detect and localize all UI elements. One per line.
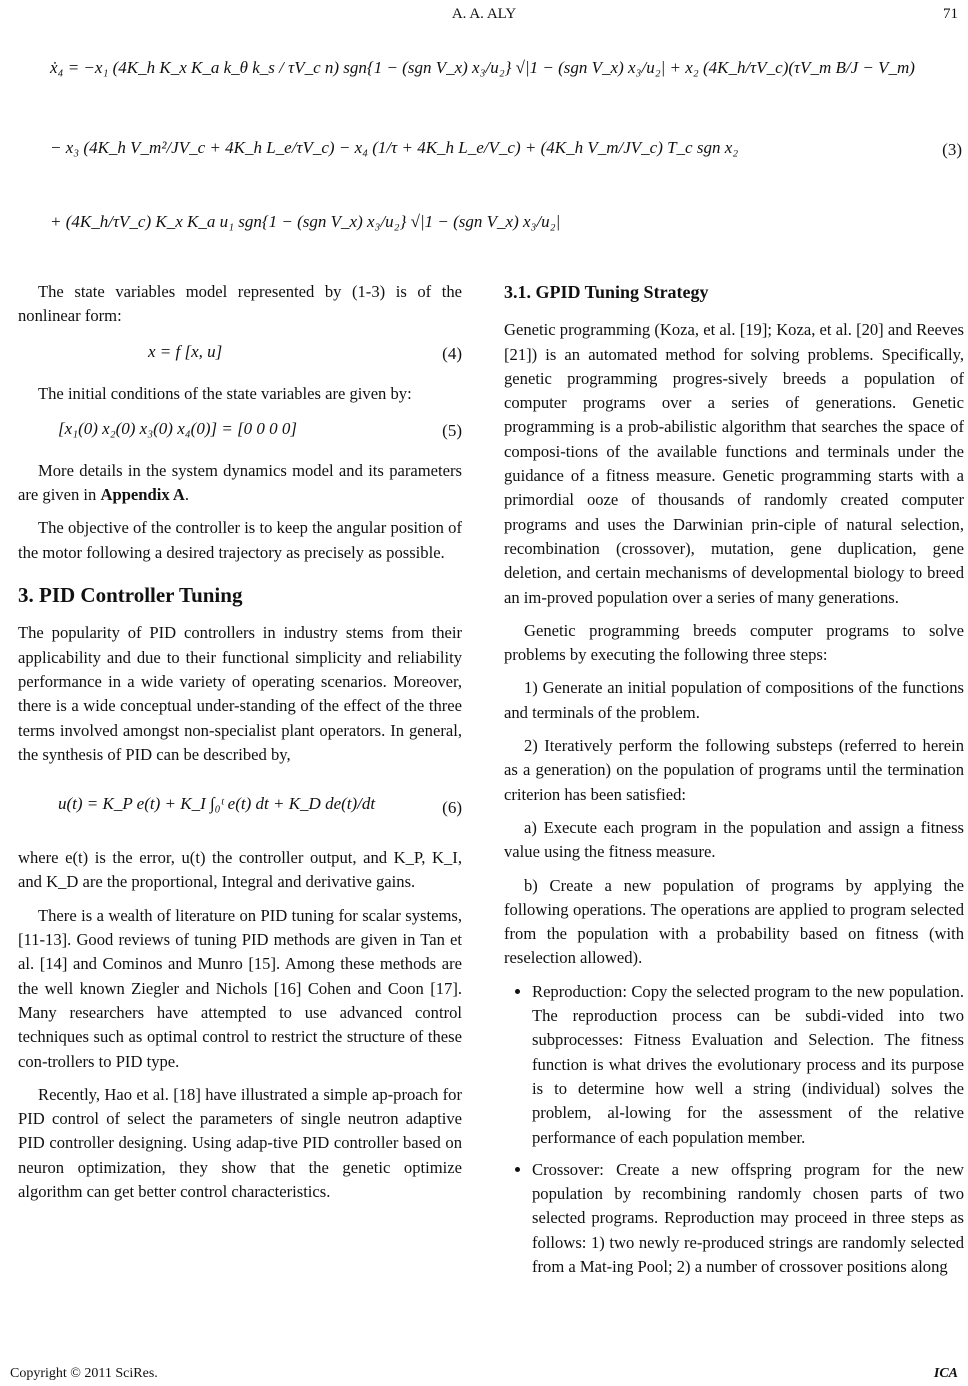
left-column	[18, 280, 462, 1213]
page-footer	[0, 1366, 968, 1386]
equation-6-number: (6)	[442, 798, 462, 818]
equation-3-row-1: ẋ₄ = −x₁ (4K_h K_x K_a k_θ k_s / τV_c n) sgn{1 − (sgn V_x) x₃/u₂} √|1 − (sgn V_x) x₃/u₂| + x₂ (4K_h/τV_c)(τV_m B/J − V_m)	[50, 58, 915, 77]
copyright-notice: Copyright © 2011 SciRes.	[10, 1366, 158, 1381]
paragraph: The initial conditions of the state variables are given by:	[38, 383, 412, 403]
paragraph: 2) Iteratively perform the following substeps (referred to herein as a generation) on the population of programs until the termination criterion has been satisfied:	[504, 736, 964, 804]
paragraph: The state variables model represented by (1-3) is of the nonlinear form:	[18, 282, 462, 326]
paragraph: Genetic programming (Koza, et al. [19]; Koza, et al. [20] and Reeves [21]) is an automated method for solving problems. Specifically, genetic programming progres-sively breeds a population of computer programs over a series of generations. Genetic programming is a prob-abilistic algorithm that searches the space of composi-tions of the available functions and terminals under the guidance of a fitness measure. Genetic programming starts with a primordial ooze of thousands of randomly created computer programs and uses the Darwinian prin-ciple of natural selection, recombination (crossover), mutation, gene duplication, gene deletion, and certain mechanisms of developmental biology to breed an im-proved population over a series of many generations.	[504, 320, 964, 607]
equation-3-row-3: + (4K_h/τV_c) K_x K_a u₁ sgn{1 − (sgn V_x) x₃/u₂} √|1 − (sgn V_x) x₃/u₂|	[50, 212, 561, 231]
text-span: .	[184, 485, 190, 505]
text-span: More details in the system dynamics model and its parameters are given in	[18, 460, 462, 505]
journal-abbrev: ICA	[933, 1366, 958, 1381]
paragraph: The objective of the controller is to keep the angular position of the motor following a desired trajectory as precisely as possible.	[18, 518, 462, 562]
list-item: • Reproduction: Copy the selected program to the new population. The reproduction process can be subdi-vided into two subprocesses: Fitness Evaluation and Selection. The fitness function is what drives the evolutionary process and its purpose is to determine how well a string (individual) solves the problem, al-lowing for the assessment of the relative performance of each population member.	[532, 980, 964, 1150]
appendix-ref: Appendix A	[100, 485, 185, 505]
equation-5-number: (5)	[442, 420, 462, 440]
running-title: A. A. ALY	[451, 6, 517, 22]
paragraph: Genetic programming breeds computer programs to solve problems by executing the following three steps:	[504, 620, 964, 665]
paragraph: The popularity of PID controllers in industry stems from their applicability and due to their functional simplicity and reliability performance in a wide variety of operating scenarios. Moreover, there is a wide conceptual under-standing of the effect of the three terms involved amongst non-specialist plant operators. In general, the synthesis of PID can be described by,	[18, 623, 462, 764]
equation-6-body: u(t) = K_P e(t) + K_I ∫₀ᵗ e(t) dt + K_D de(t)/dt	[58, 794, 376, 814]
equation-4-number: (4)	[442, 343, 462, 363]
paragraph: a) Execute each program in the population and assign a fitness value using the fitness measure.	[504, 817, 964, 862]
equation-3	[50, 30, 968, 270]
paragraph: There is a wealth of literature on PID tuning for scalar systems, [11-13]. Good reviews of tuning PID methods are given in Tan et al. [14] and Cominos and Munro [15]. Among these methods are the well known Ziegler and Nichols [16] Cohen and Coon [17]. Many researchers have attempted to use advanced control techniques such as optimal control to restrict the structure of these con-trollers to PID type.	[18, 905, 462, 1071]
paragraph: b) Create a new population of programs by applying the following operations. The operations are applied to program selected from the population with a probability based on fitness (with reselection allowed).	[504, 875, 964, 968]
section-heading: 3. PID Controller Tuning	[18, 583, 243, 608]
list-item: • Crossover: Create a new offspring program for the new population by recombining randomly chosen parts of two selected programs. Reproduction may proceed in three steps as follows: 1) two newly re-produced strings are randomly selected from a Mat-ing Pool; 2) a number of crossover positions along	[532, 1158, 964, 1279]
paragraph: where e(t) is the error, u(t) the controller output, and K_P, K_I, and K_D are the proportional, Integral and derivative gains.	[18, 848, 462, 892]
subsection-heading: 3.1. GPID Tuning Strategy	[504, 282, 709, 302]
equation-4-body: x = f [x, u]	[148, 341, 223, 361]
right-column	[504, 280, 964, 1287]
equation-4	[18, 338, 462, 372]
equation-5-body: [x₁(0) x₂(0) x₃(0) x₄(0)] = [0 0 0 0]	[58, 418, 298, 438]
paragraph: 1) Generate an initial population of compositions of the functions and terminals of the problem.	[504, 678, 964, 722]
equation-5	[18, 415, 462, 449]
operation-list	[504, 980, 964, 1280]
paragraph: Recently, Hao et al. [18] have illustrated a simple ap-proach for PID control of select the parameters of single neutron adaptive PID controller designing. Using adap-tive PID controller based on neuron optimization, they show that the genetic optimize algorithm can get better control characteristics.	[18, 1084, 462, 1202]
equation-3-row-2: − x₃ (4K_h V_m²/JV_c + 4K_h L_e/τV_c) − x₄ (1/τ + 4K_h L_e/V_c) + (4K_h V_m/JV_c) T_c sgn x₂	[50, 138, 739, 157]
equation-3-number: (3)	[942, 140, 962, 159]
equation-6	[18, 776, 462, 836]
page-number: 71	[943, 6, 958, 22]
paragraph	[18, 459, 462, 508]
page-header	[0, 6, 968, 28]
